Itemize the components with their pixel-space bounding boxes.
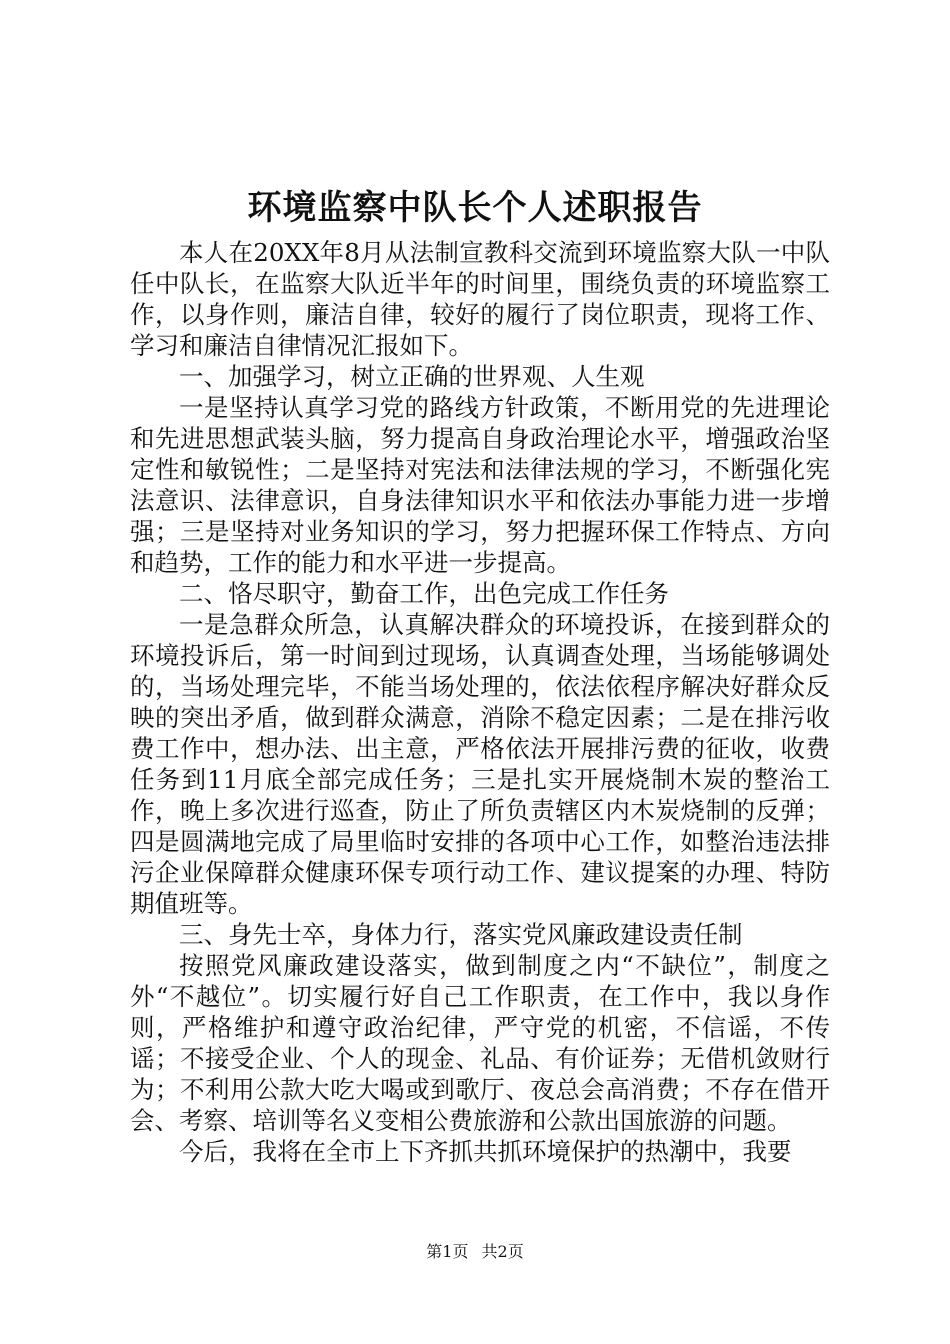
section-heading-1: 一、加强学习，树立正确的世界观、人生观 — [179, 362, 645, 391]
paragraph-closing: 今后，我将在全市上下齐抓共抓环境保护的热潮中，我要 — [179, 1137, 792, 1166]
page-number-total: 共2页 — [481, 1242, 524, 1261]
paragraph-intro: 本人在20XX年8月从法制宣教科交流到环境监察大队一中队任中队长，在监察大队近半年的时间里，围绕负责的环境监察工作，以身作则，廉洁自律，较好的履行了岗位职责，现将工作、学习和廉洁自律情况汇报如下。 — [130, 238, 830, 360]
section-heading-3: 三、身先士卒，身体力行，落实党风廉政建设责任制 — [179, 920, 743, 949]
document-title: 环境监察中队长个人述职报告 — [247, 188, 703, 228]
paragraph-section-1: 一是坚持认真学习党的路线方针政策，不断用党的先进理论和先进思想武装头脑，努力提高自身政治理论水平，增强政治坚定性和敏锐性；二是坚持对宪法和法律法规的学习，不断强化宪法意识、法律意识，自身法律知识水平和依法办事能力进一步增强；三是坚持对业务知识的学习，努力把握环保工作特点、方向和趋势，工作的能力和水平进一步提高。 — [130, 393, 830, 577]
page-number-current: 第1页 — [426, 1242, 469, 1261]
paragraph-section-3: 按照党风廉政建设落实，做到制度之内“不缺位”，制度之外“不越位”。切实履行好自己工作职责，在工作中，我以身作则，严格维护和遵守政治纪律，严守党的机密，不信谣，不传谣；不接受企业、个人的现金、礼品、有价证券；无借机敛财行为；不利用公款大吃大喝或到歌厅、夜总会高消费；不存在借开会、考察、培训等名义变相公费旅游和公款出国旅游的问题。 — [130, 951, 830, 1135]
paragraph-section-2: 一是急群众所急，认真解决群众的环境投诉，在接到群众的环境投诉后，第一时间到过现场，认真调查处理，当场能够调处的，当场处理完毕，不能当场处理的，依法依程序解决好群众反映的突出矛盾，做到群众满意，消除不稳定因素；二是在排污收费工作中，想办法、出主意，严格依法开展排污费的征收，收费任务到11月底全部完成任务；三是扎实开展烧制木炭的整治工作，晚上多次进行巡查，防止了所负责辖区内木炭烧制的反弹；四是圆满地完成了局里临时安排的各项中心工作，如整治违法排污企业保障群众健康环保专项行动工作、建议提案的办理、特防期值班等。 — [130, 610, 830, 918]
section-heading-2: 二、恪尽职守，勤奋工作，出色完成工作任务 — [179, 579, 669, 608]
document-body — [130, 237, 830, 1167]
page-footer — [0, 1240, 950, 1264]
